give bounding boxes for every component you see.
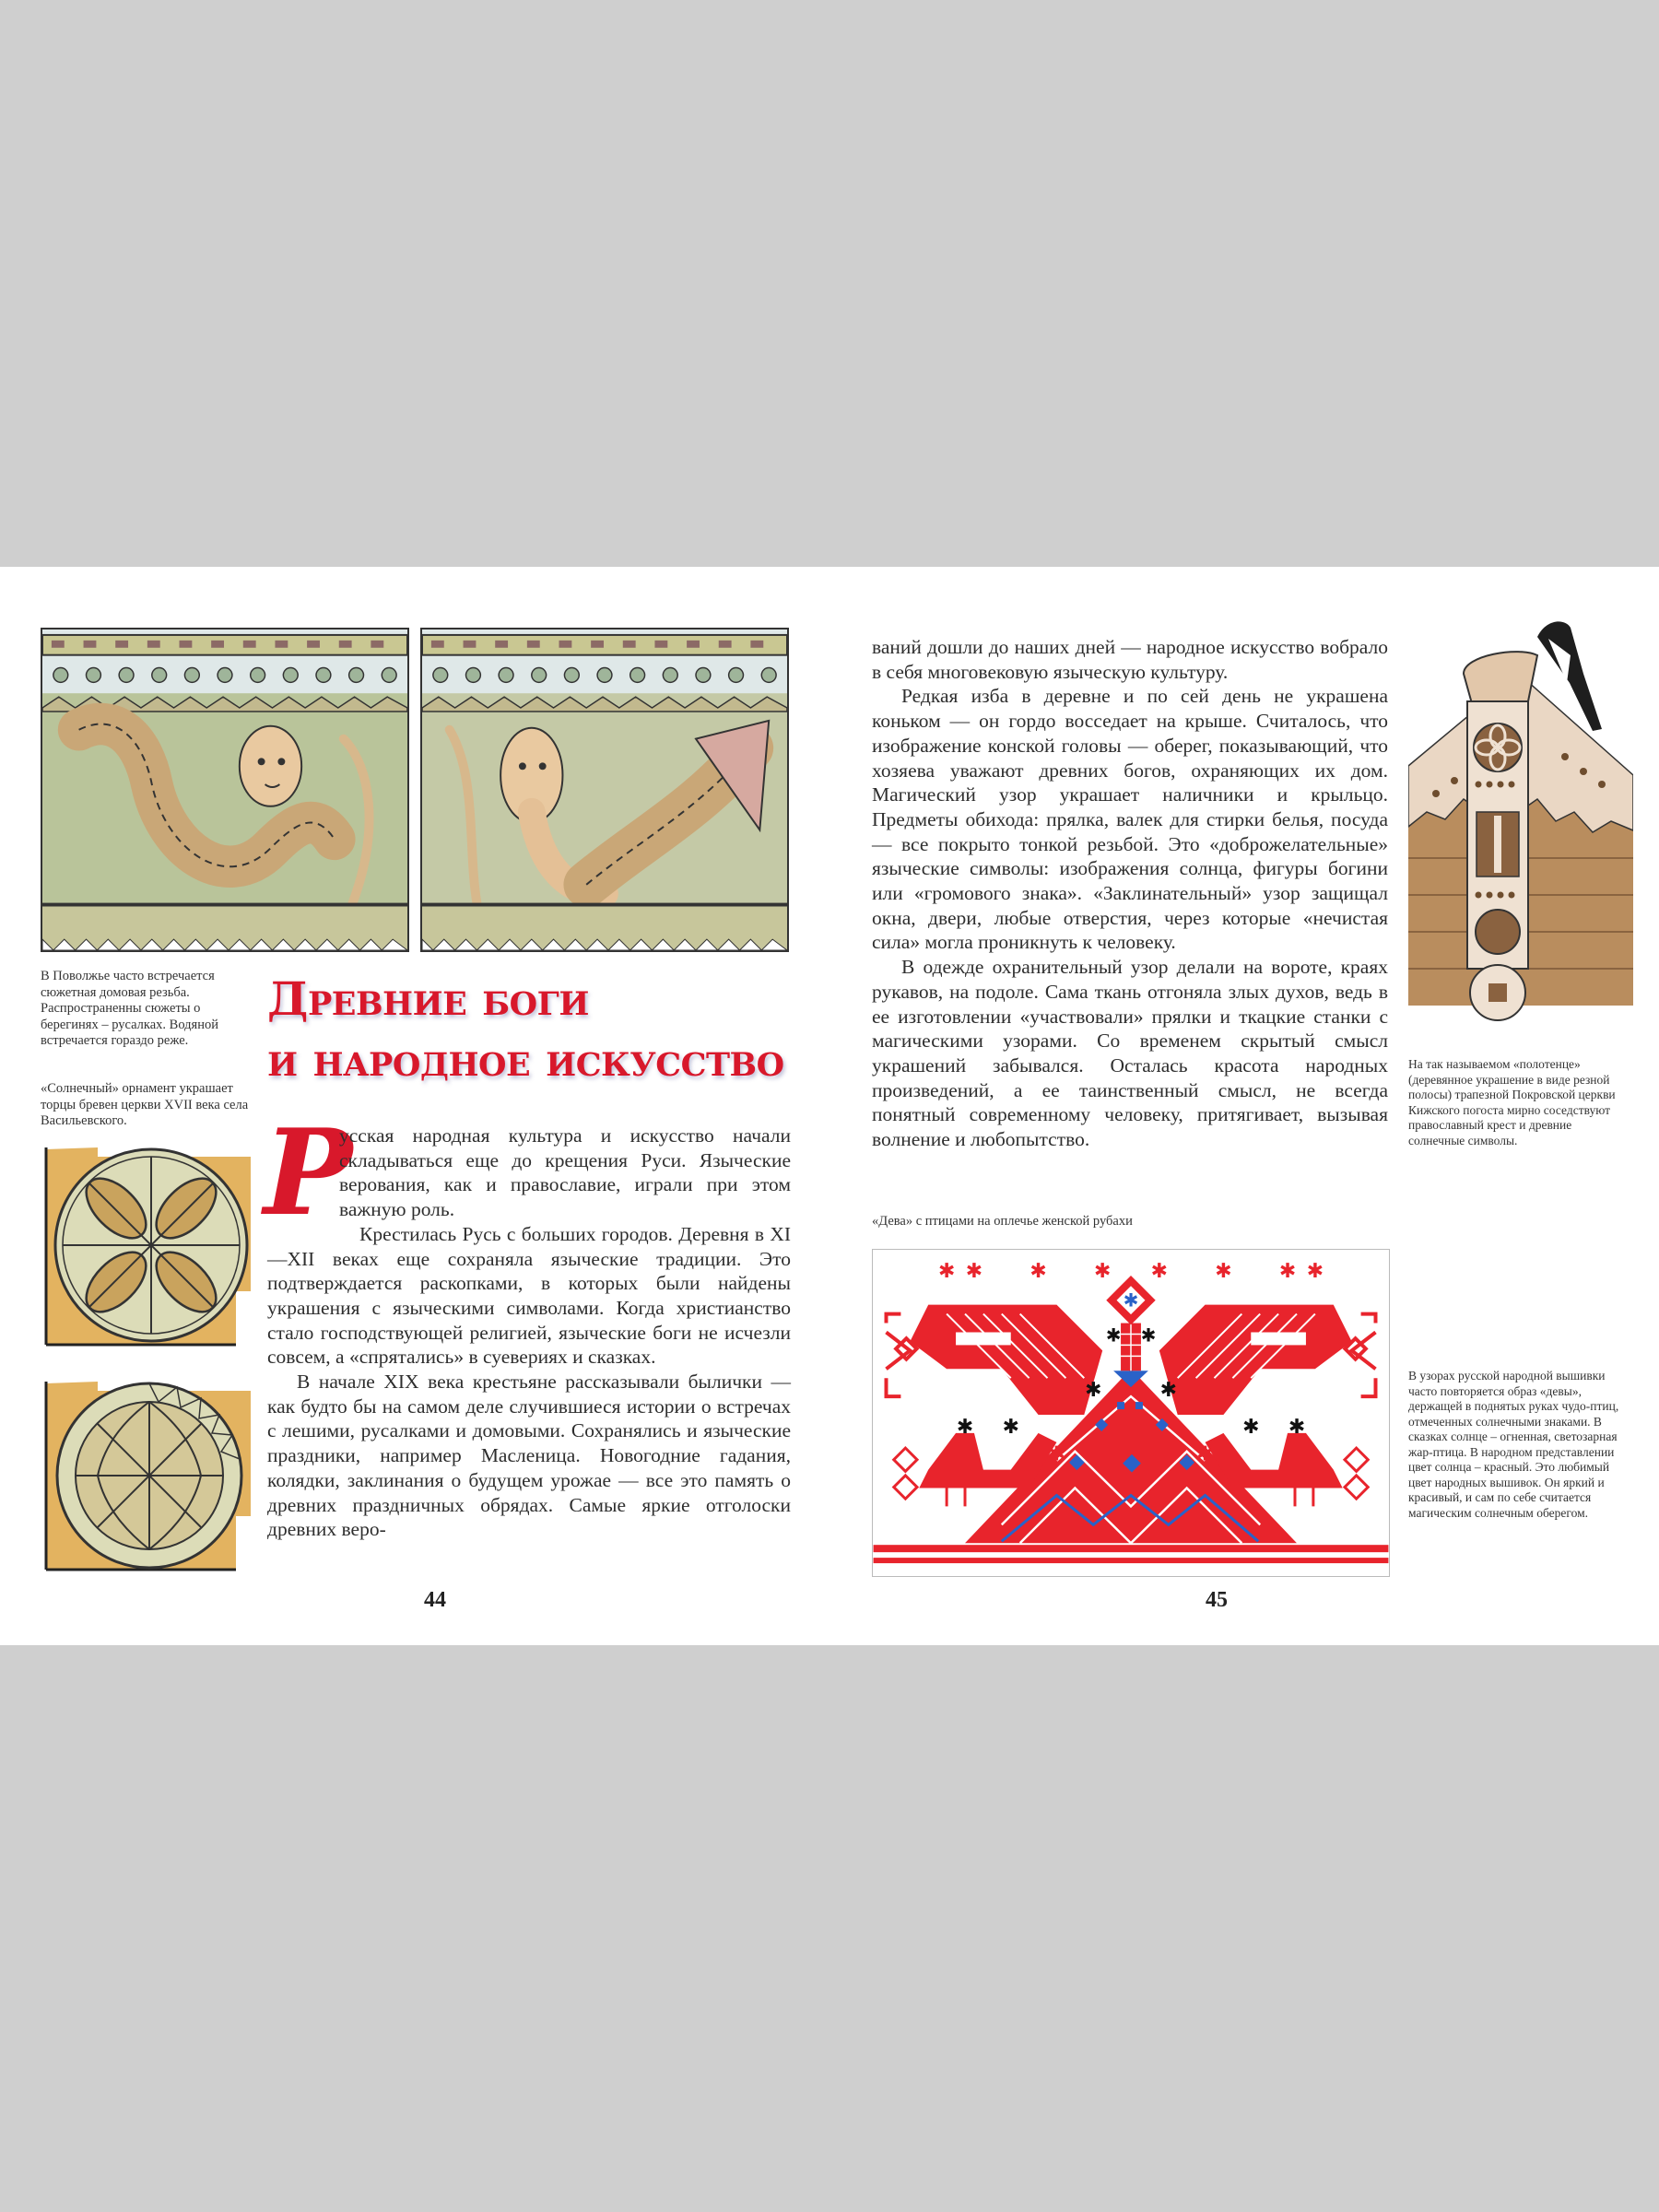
svg-text:✱: ✱ [1105,1324,1122,1347]
page-number-right: 45 [1206,1588,1228,1612]
svg-text:✱: ✱ [1140,1324,1157,1347]
solar-rosette-illustration-1 [42,1144,251,1347]
carving-illustration-vodyanoy [420,628,789,952]
caption-solar-ornament: «Солнечный» орнамент украшает торцы бревен церкви XVII века села Васильевского. [41,1081,249,1128]
book-spread [0,567,1659,1645]
paragraph-3: В начале XIX века крестьяне рассказывали былички — как будто бы на самом деле случившиеся истории о встречах с лешими, русалками и домовыми. Сохранялись и языческие праздники, например Масленица. Новогодние гадания, колядки, заклинания о будущем урожае — все это память о древних праздничных обрядах. Самые яркие отголоски древних веро- [267,1371,791,1541]
svg-text:✱: ✱ [1048,1442,1065,1466]
svg-text:✱: ✱ [965,1259,983,1283]
svg-text:✱: ✱ [1123,1289,1139,1312]
right-body-text [872,635,1388,1152]
svg-text:✱: ✱ [1030,1259,1047,1283]
svg-text:✱: ✱ [1196,1442,1214,1466]
svg-text:✱: ✱ [1288,1415,1306,1439]
paragraph-2: Крестилась Русь с больших городов. Деревня в XI—XII веках еще сохраняла языческие традиции. Это подтверждается раскопками, в которых были найдены украшения с языческими символами. Когда христианство стало господствующей религией, языческие боги не исчезли совсем, а «спрятались» в суевериях и сказках. [267,1222,791,1369]
caption-polotence: На так называемом «полотенце» (деревянное украшение в виде резной полосы) трапезной Покровской церкви Кижского погоста мирно соседствуют православный крест и древние солнечные символы. [1408,1057,1616,1147]
paragraph-4: Редкая изба в деревне и по сей день не украшена коньком — он гордо восседает на крыше. Считалось, что изображение конской головы — оберег, показывающий, что хозяева уважают древних богов, охраняющих их дом. Магический узор украшает наличники и крыльцо. Предметы обихода: прялка, валек для стирки белья, посуда — все покрыто тонкой резьбой. Это «доброжелательные» языческие символы: изображения солнца, фигуры богини или «громового знака». «Заклинательный» узор защищал окна, двери, любые отверстия, через которые «нечистая сила» могла проникнуть к человеку. [872,685,1388,954]
svg-text:✱: ✱ [1094,1259,1112,1283]
paragraph-5: В одежде охранительный узор делали на вороте, краях рукавов, на подоле. Сама ткань отгоняла злых духов, ведь в ее изготовлении «участвовали» прялки и ткацкие станки с магическими узорами. Со временем скрытый смысл украшений забывался. Осталась красота народных произведений, а ее таинственный смысл, не всегда понятный современному человеку, притягивает, вызывая волнение и любопытство. [872,956,1388,1151]
svg-text:✱: ✱ [1278,1259,1297,1283]
title-line-1: Древние боги [267,971,589,1026]
svg-text:✱: ✱ [1150,1259,1168,1283]
page-number-left: 44 [424,1588,446,1612]
article-title [267,969,820,1090]
left-page [0,567,830,1645]
drop-cap: Р [264,1104,353,1242]
svg-text:✱: ✱ [1242,1415,1260,1439]
paragraph-1: Р усская народная культура и искусство начали складываться еще до крещения Руси. Языческие верования, как и православие, играли при этом важную роль. [264,1104,791,1242]
svg-text:✱: ✱ [1159,1379,1177,1403]
left-body-text [264,1104,791,1542]
caption-carving: В Поволжье часто встречается сюжетная домовая резьба. Распространенны сюжеты о берегинях – русалках. Водяной встречается гораздо реже. [41,969,218,1048]
solar-rosette-illustration-2 [42,1378,251,1571]
carving-illustration-mermaid [41,628,409,952]
paragraph-continued: ваний дошли до наших дней — народное искусство вобрало в себя многовековую языческую культуру. [872,636,1388,683]
svg-text:✱: ✱ [1002,1415,1019,1439]
svg-text:✱: ✱ [956,1415,974,1439]
svg-text:✱: ✱ [1215,1259,1232,1283]
embroidery-deva-illustration [872,1249,1390,1577]
svg-text:✱: ✱ [1085,1379,1102,1403]
caption-embroidery-title: «Дева» с птицами на оплечье женской рубахи [872,1214,1133,1229]
right-page [830,567,1659,1645]
title-line-2: и народное искусство [267,1032,784,1087]
polotence-carving-illustration [1408,618,1633,1042]
caption-embroidery: В узорах русской народной вышивки часто повторяется образ «девы», держащей в поднятых руках чудо-птиц, отмеченных солнечными знаками. В сказках солнце – огненная, светозарная жар-птица. В народном представлении цвет солнца – красный. Это любимый цвет народных вышивок. Он яркий и красивый, и сам по себе считается магическим солнечным оберегом. [1408,1369,1619,1520]
svg-text:✱: ✱ [937,1259,956,1283]
svg-text:✱: ✱ [1306,1259,1324,1283]
